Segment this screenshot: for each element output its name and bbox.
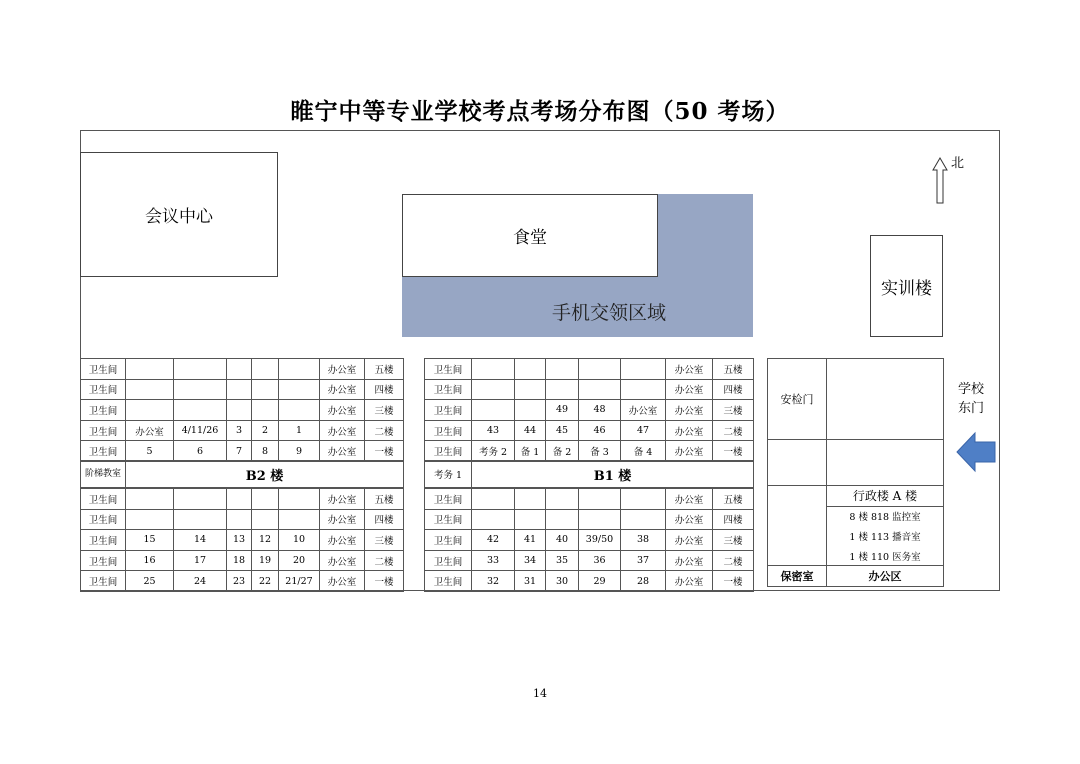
table-cell: 15 bbox=[126, 530, 174, 551]
admin-area bbox=[767, 358, 944, 587]
admin-room-3: 1 楼 110 医务室 bbox=[827, 546, 944, 566]
table-row bbox=[425, 550, 754, 571]
exam-office-1: 考务 1 bbox=[425, 461, 472, 488]
b1-label-row bbox=[424, 460, 754, 488]
table-cell: 办公室 bbox=[666, 509, 713, 530]
table-cell: 一楼 bbox=[365, 571, 404, 592]
table-cell: 卫生间 bbox=[425, 359, 472, 380]
table-cell: 21/27 bbox=[279, 571, 320, 592]
table-cell bbox=[174, 379, 227, 400]
table-cell: 4/11/26 bbox=[174, 420, 227, 441]
table-cell bbox=[472, 379, 515, 400]
table-cell bbox=[621, 509, 666, 530]
table-cell: 5 bbox=[126, 441, 174, 462]
table-cell: 34 bbox=[515, 550, 546, 571]
table-cell: 五楼 bbox=[713, 489, 754, 510]
table-cell bbox=[579, 489, 621, 510]
table-cell: 办公室 bbox=[666, 420, 713, 441]
table-cell: 卫生间 bbox=[81, 550, 126, 571]
table-cell: 卫生间 bbox=[425, 509, 472, 530]
table-cell: 卫生间 bbox=[81, 489, 126, 510]
table-cell bbox=[252, 359, 279, 380]
table-cell bbox=[515, 379, 546, 400]
table-cell: 30 bbox=[546, 571, 579, 592]
table-cell: 33 bbox=[472, 550, 515, 571]
table-cell: 一楼 bbox=[713, 571, 754, 592]
table-cell: 18 bbox=[227, 550, 252, 571]
table-row bbox=[425, 530, 754, 551]
admin-building-name: 行政楼 A 楼 bbox=[827, 486, 944, 507]
table-cell bbox=[227, 400, 252, 421]
table-cell: 8 bbox=[252, 441, 279, 462]
table-cell: 13 bbox=[227, 530, 252, 551]
table-cell: 6 bbox=[174, 441, 227, 462]
table-cell bbox=[621, 489, 666, 510]
table-cell: 23 bbox=[227, 571, 252, 592]
b2-label-row bbox=[80, 460, 404, 488]
table-cell: 备 2 bbox=[546, 441, 579, 462]
table-row bbox=[425, 379, 754, 400]
table-cell: 卫生间 bbox=[425, 489, 472, 510]
table-cell: 三楼 bbox=[365, 400, 404, 421]
table-row bbox=[81, 489, 404, 510]
table-cell: 43 bbox=[472, 420, 515, 441]
table-cell bbox=[174, 400, 227, 421]
table-cell: 20 bbox=[279, 550, 320, 571]
table-row bbox=[81, 359, 404, 380]
canteen bbox=[402, 194, 658, 277]
table-cell: 二楼 bbox=[365, 420, 404, 441]
table-cell bbox=[546, 359, 579, 380]
phone-area-label: 手机交领区域 bbox=[552, 302, 667, 324]
table-cell bbox=[515, 509, 546, 530]
table-cell bbox=[126, 400, 174, 421]
table-cell: 四楼 bbox=[365, 509, 404, 530]
admin-room-2: 1 楼 113 播音室 bbox=[827, 526, 944, 546]
table-cell bbox=[252, 379, 279, 400]
table-cell: 9 bbox=[279, 441, 320, 462]
table-cell: 办公室 bbox=[126, 420, 174, 441]
table-cell: 37 bbox=[621, 550, 666, 571]
table-cell: 卫生间 bbox=[425, 550, 472, 571]
table-cell: 办公室 bbox=[666, 441, 713, 462]
table-cell: 办公室 bbox=[320, 400, 365, 421]
table-cell: 办公室 bbox=[666, 359, 713, 380]
page-number: 14 bbox=[533, 687, 547, 700]
table-cell bbox=[227, 359, 252, 380]
table-cell: 29 bbox=[579, 571, 621, 592]
table-cell: 备 3 bbox=[579, 441, 621, 462]
table-cell: 卫生间 bbox=[81, 530, 126, 551]
table-cell: 办公室 bbox=[320, 420, 365, 441]
table-cell: 卫生间 bbox=[81, 571, 126, 592]
table-cell: 卫生间 bbox=[81, 400, 126, 421]
table-cell: 16 bbox=[126, 550, 174, 571]
table-cell: 五楼 bbox=[365, 489, 404, 510]
table-cell: 卫生间 bbox=[81, 509, 126, 530]
table-cell: 四楼 bbox=[713, 379, 754, 400]
table-row bbox=[81, 509, 404, 530]
table-row bbox=[81, 400, 404, 421]
table-cell: 三楼 bbox=[713, 400, 754, 421]
table-cell: 38 bbox=[621, 530, 666, 551]
table-cell bbox=[126, 489, 174, 510]
stair-classroom: 阶梯教室 bbox=[81, 461, 126, 488]
training-building bbox=[870, 235, 943, 337]
training-building-label: 实训楼 bbox=[881, 278, 932, 299]
b2-lower-table bbox=[80, 488, 404, 592]
table-cell: 五楼 bbox=[713, 359, 754, 380]
table-cell: 办公室 bbox=[666, 550, 713, 571]
table-row bbox=[81, 530, 404, 551]
table-cell: 7 bbox=[227, 441, 252, 462]
admin-room-1: 8 楼 818 监控室 bbox=[827, 506, 944, 526]
table-cell bbox=[279, 489, 320, 510]
table-cell bbox=[252, 509, 279, 530]
table-cell: 办公室 bbox=[320, 489, 365, 510]
table-cell: 49 bbox=[546, 400, 579, 421]
table-row bbox=[425, 420, 754, 441]
table-cell: 办公室 bbox=[320, 441, 365, 462]
table-cell: 四楼 bbox=[713, 509, 754, 530]
b1-upper-table bbox=[424, 358, 754, 462]
table-cell bbox=[279, 400, 320, 421]
table-cell bbox=[126, 359, 174, 380]
table-cell bbox=[579, 509, 621, 530]
table-cell bbox=[472, 359, 515, 380]
table-cell: 45 bbox=[546, 420, 579, 441]
table-cell bbox=[546, 509, 579, 530]
table-cell bbox=[279, 509, 320, 530]
table-row bbox=[81, 550, 404, 571]
table-cell: 2 bbox=[252, 420, 279, 441]
table-cell: 46 bbox=[579, 420, 621, 441]
table-cell bbox=[174, 359, 227, 380]
table-cell: 办公室 bbox=[666, 400, 713, 421]
table-cell bbox=[472, 489, 515, 510]
table-cell bbox=[227, 509, 252, 530]
table-cell: 二楼 bbox=[713, 550, 754, 571]
table-cell: 39/50 bbox=[579, 530, 621, 551]
table-cell: 12 bbox=[252, 530, 279, 551]
b1-lower-table bbox=[424, 488, 754, 592]
b2-building-name: B2 楼 bbox=[126, 461, 404, 488]
table-cell: 二楼 bbox=[365, 550, 404, 571]
table-cell: 卫生间 bbox=[425, 420, 472, 441]
table-cell: 36 bbox=[579, 550, 621, 571]
north-label: 北 bbox=[951, 156, 965, 171]
table-cell: 22 bbox=[252, 571, 279, 592]
table-cell bbox=[227, 489, 252, 510]
table-cell: 41 bbox=[515, 530, 546, 551]
table-cell: 17 bbox=[174, 550, 227, 571]
table-cell: 办公室 bbox=[320, 530, 365, 551]
table-cell bbox=[227, 379, 252, 400]
table-cell: 办公室 bbox=[320, 359, 365, 380]
table-cell: 31 bbox=[515, 571, 546, 592]
table-row bbox=[81, 571, 404, 592]
table-cell: 卫生间 bbox=[81, 359, 126, 380]
table-cell: 42 bbox=[472, 530, 515, 551]
conference-center bbox=[80, 152, 278, 277]
table-cell bbox=[279, 379, 320, 400]
table-cell: 五楼 bbox=[365, 359, 404, 380]
table-cell: 48 bbox=[579, 400, 621, 421]
table-cell: 三楼 bbox=[713, 530, 754, 551]
table-cell: 卫生间 bbox=[425, 441, 472, 462]
table-cell: 办公室 bbox=[320, 571, 365, 592]
table-cell bbox=[579, 379, 621, 400]
table-cell: 24 bbox=[174, 571, 227, 592]
table-cell bbox=[579, 359, 621, 380]
table-cell: 25 bbox=[126, 571, 174, 592]
table-cell bbox=[515, 359, 546, 380]
table-cell bbox=[126, 509, 174, 530]
table-cell bbox=[546, 379, 579, 400]
table-row bbox=[425, 441, 754, 462]
table-cell bbox=[174, 489, 227, 510]
table-cell: 卫生间 bbox=[81, 379, 126, 400]
table-cell: 办公室 bbox=[666, 530, 713, 551]
table-cell bbox=[515, 400, 546, 421]
table-cell: 卫生间 bbox=[425, 571, 472, 592]
north-arrow-icon bbox=[932, 156, 948, 206]
table-row bbox=[81, 420, 404, 441]
table-cell bbox=[174, 509, 227, 530]
table-row bbox=[425, 400, 754, 421]
table-cell: 办公室 bbox=[320, 379, 365, 400]
table-cell: 卫生间 bbox=[425, 400, 472, 421]
table-cell: 1 bbox=[279, 420, 320, 441]
table-cell: 卫生间 bbox=[81, 420, 126, 441]
table-cell: 备 1 bbox=[515, 441, 546, 462]
table-cell bbox=[546, 489, 579, 510]
table-cell: 四楼 bbox=[365, 379, 404, 400]
table-cell bbox=[472, 400, 515, 421]
table-row bbox=[425, 571, 754, 592]
security-gate: 安检门 bbox=[768, 359, 827, 440]
table-cell: 44 bbox=[515, 420, 546, 441]
table-cell bbox=[515, 489, 546, 510]
table-row bbox=[425, 359, 754, 380]
table-cell bbox=[252, 400, 279, 421]
table-cell: 卫生间 bbox=[81, 441, 126, 462]
table-cell: 卫生间 bbox=[425, 530, 472, 551]
table-cell: 32 bbox=[472, 571, 515, 592]
table-cell: 40 bbox=[546, 530, 579, 551]
table-cell bbox=[252, 489, 279, 510]
office-area: 办公区 bbox=[827, 566, 944, 587]
table-cell bbox=[126, 379, 174, 400]
table-cell: 二楼 bbox=[713, 420, 754, 441]
table-cell: 卫生间 bbox=[425, 379, 472, 400]
table-cell: 3 bbox=[227, 420, 252, 441]
table-cell: 备 4 bbox=[621, 441, 666, 462]
entrance-arrow-icon bbox=[955, 431, 997, 473]
table-row bbox=[81, 441, 404, 462]
table-cell bbox=[279, 359, 320, 380]
table-cell: 办公室 bbox=[621, 400, 666, 421]
b1-building-name: B1 楼 bbox=[472, 461, 754, 488]
table-cell bbox=[472, 509, 515, 530]
table-row bbox=[425, 489, 754, 510]
conference-center-label: 会议中心 bbox=[145, 207, 213, 227]
table-cell: 办公室 bbox=[320, 509, 365, 530]
b2-upper-table bbox=[80, 358, 404, 462]
table-cell: 办公室 bbox=[666, 571, 713, 592]
canteen-label: 食堂 bbox=[513, 228, 547, 248]
table-cell: 考务 2 bbox=[472, 441, 515, 462]
table-cell bbox=[621, 359, 666, 380]
table-cell: 28 bbox=[621, 571, 666, 592]
table-cell: 三楼 bbox=[365, 530, 404, 551]
table-cell: 10 bbox=[279, 530, 320, 551]
secret-room: 保密室 bbox=[768, 566, 827, 587]
table-cell: 35 bbox=[546, 550, 579, 571]
east-gate-label: 学校 东门 bbox=[957, 382, 984, 416]
table-cell: 14 bbox=[174, 530, 227, 551]
table-cell: 办公室 bbox=[666, 489, 713, 510]
table-cell bbox=[621, 379, 666, 400]
table-cell: 47 bbox=[621, 420, 666, 441]
table-cell: 办公室 bbox=[320, 550, 365, 571]
table-cell: 一楼 bbox=[713, 441, 754, 462]
table-cell: 办公室 bbox=[666, 379, 713, 400]
table-cell: 19 bbox=[252, 550, 279, 571]
table-cell: 一楼 bbox=[365, 441, 404, 462]
table-row bbox=[81, 379, 404, 400]
table-row bbox=[425, 509, 754, 530]
page-title: 睢宁中等专业学校考点考场分布图（50 考场） bbox=[290, 98, 790, 125]
